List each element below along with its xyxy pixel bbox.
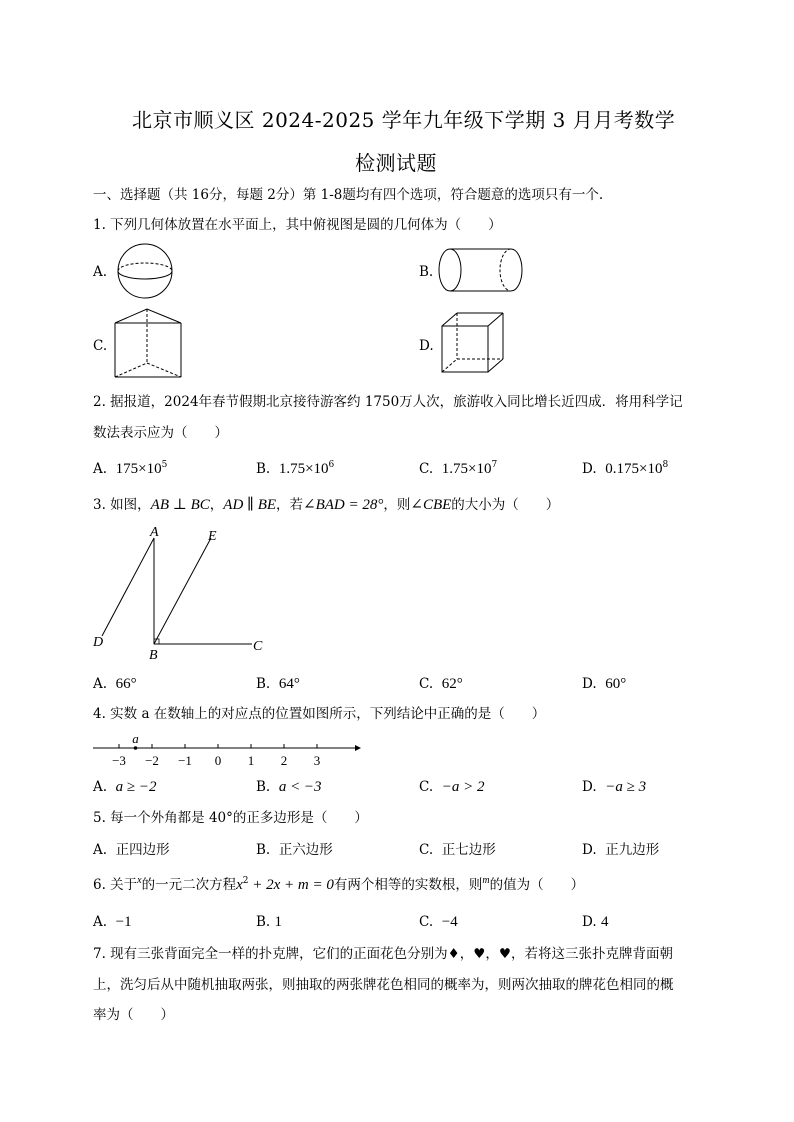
number-line-tick-label: −2 [145,753,159,768]
point-label-A: A [150,525,159,540]
page-title: 北京市顺义区 2024-2025 学年九年级下学期 3 月月考数学 [132,108,676,132]
q7-stem-line1: 7. 现有三张背面完全一样的扑克牌，它们的正面花色分别为♦，♥，♥，若将这三张扑克牌背面朝 [93,946,673,962]
q6-option-a: A. −1 [93,914,132,930]
q7-stem-line2: 上，洗匀后从中随机抽取两张，则抽取的两张牌花色相同的概率为，则两次抽取的牌花色相同的概 [93,977,674,993]
q1-stem: 1. 下列几何体放置在水平面上，其中俯视图是圆的几何体为（ ） [93,217,502,233]
number-line [93,730,363,770]
number-line-tick-label: −1 [178,753,192,768]
q6-option-c: C. −4 [419,914,458,930]
segment-AD [102,538,154,636]
q4-option-b: B. a < −3 [256,779,322,795]
q2-stem-line1: 2. 据报道，2024年春节假期北京接待游客约 1750万人次，旅游收入同比增长近四成．将用科学记 [93,394,683,410]
q3-option-d: D. 60° [582,676,627,692]
number-line-arrow [355,745,361,751]
q6-option-b: B. 1 [256,914,283,930]
q4-option-d: D. −a ≥ 3 [582,779,647,795]
heart-suit-icon: ♥ [498,946,511,962]
number-line-tick-label: 0 [214,753,222,768]
segment-BE [154,538,211,644]
q5-option-a: A. 正四边形 [93,842,170,858]
number-line-tick-label: −3 [112,753,126,768]
sphere-icon [114,243,176,301]
number-line-tick-label: 3 [313,753,321,768]
point-label-D: D [93,635,104,650]
q5-option-c: C. 正七边形 [419,842,496,858]
q2-option-b: B. $1.75\times 10^6$ [256,460,335,477]
page-subtitle: 检测试题 [355,151,437,175]
number-line-tick-label: 1 [247,753,255,768]
q1-option-a-label: A. [93,264,108,280]
section-heading: 一、选择题（共 16分，每题 2分）第 1-8题均有四个选项，符合题意的选项只有一个. [93,187,604,203]
q3-option-a: A. 66° [93,676,137,692]
q4-stem: 4. 实数 a 在数轴上的对应点的位置如图所示，下列结论中正确的是（ ） [93,706,546,722]
q4-option-c: C. −a > 2 [419,779,485,795]
q5-option-b: B. 正六边形 [256,842,333,858]
q7-stem-line3: 率为（ ） [93,1007,174,1023]
cylinder-icon [438,248,524,294]
q3-option-b: B. 64° [256,676,300,692]
q6-stem: 6. 关于$^x$的一元二次方程$x^2 + 2x + m = 0$有两个相等的实数根，则$^m$的值为（ ） [93,875,585,893]
diamond-suit-icon: ♦ [447,946,460,962]
point-label-C: C [253,639,263,654]
q1-option-d-label: D. [419,338,434,354]
point-label-B: B [149,648,158,663]
point-a-label: a [132,731,139,746]
q5-option-d: D. 正九边形 [582,842,660,858]
point-label-E: E [208,529,217,544]
triangular-prism-icon [114,307,184,379]
cube-icon [441,312,505,374]
q2-option-d: D. $0.175\times 10^8$ [582,460,669,477]
q3-geometry-figure [90,524,270,664]
q2-option-a: A. $175\times 10^5$ [93,460,168,477]
q4-option-a: A. a ≥ −2 [93,779,157,795]
q1-option-c-label: C. [93,338,108,354]
q5-stem: 5. 每一个外角都是 40°的正多边形是（ ） [93,810,368,826]
q3-stem: 3. 如图，AB ⊥ BC，AD ∥ BE，若∠BAD = 28°，则∠CBE的大小为（ ） [93,497,560,513]
q1-option-b-label: B. [419,264,434,280]
number-line-tick-label: 2 [280,753,288,768]
q6-option-d: D. 4 [582,914,609,930]
q2-stem-line2: 数法表示应为（ ） [93,425,228,441]
q2-option-c: C. $1.75\times 10^7$ [419,460,498,477]
point-a-marker [134,746,138,750]
q3-option-c: C. 62° [419,676,463,692]
heart-suit-icon: ♥ [473,946,486,962]
